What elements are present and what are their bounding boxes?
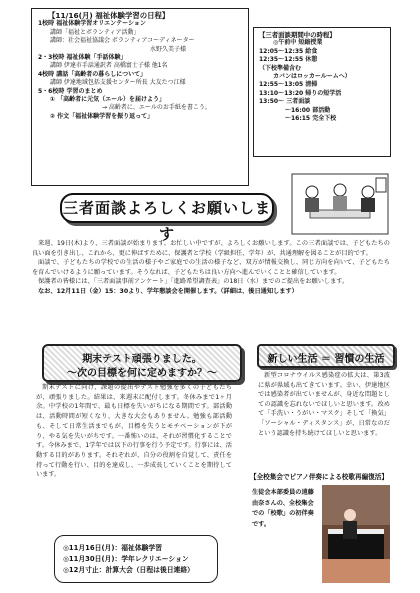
photo-text: 生徒会本部委員の遠藤由奈さんの、全校集会での「校歌」の初伴奏です。: [252, 489, 314, 528]
newlife-text: 新型コロナウイルス感染症の拡大は、第3波に県が県域も出てきています。幸い、伊達地区では感染者が出ていませんが、身近な問題としての認識を忘れないでほしいと思います。改めて「手洗い・うがい・マスク」そして「換気」「ソーシャル・ディスタンス」が、日常なのだという認識を持ち続けてほしいと思います。: [258, 372, 390, 437]
exam-events-box: [54, 535, 218, 583]
schedule-line: ② 作文「福祉体験学習を振り返って」: [50, 112, 154, 120]
timetable-line: カバンはロッカールームへ）: [273, 73, 351, 81]
schedule-line: 講師：社会福祉協議会 ボランティアコーディネーター: [50, 37, 195, 45]
exam-text: 期末テストに向け、課題の提出やテスト勉強を多くの子どもたちが、頑張りました。結果は、来週末に配付します。冬休みまで1ヶ月余。中学校の1年間で、最も日標を失いがちになる期間です。部活動は、活動時間が短くなり、大きな大会もありません。勉強も部活動も、そして日常生活までもが、目標を失うとモチベーションが下がり、やる気を失いがちです。一番怖いのは、それが習慣化することです。今休みまで、1学年では以下の行事を行う予定です。行事には、活動する目的があります。それぞれが、自分の役割を自覚して、責任を持って行動を行い、目的を達成し、一歩成長していくことを期待しています。: [36, 384, 232, 479]
schedule-line: 2・3校時 福祉体験「手話体験」: [38, 54, 127, 62]
timetable-box: [253, 27, 391, 157]
timetable-line: ～16:15 完全下校: [285, 115, 337, 123]
timetable-line: 12:05～12:35 給食: [259, 47, 318, 55]
schedule-line: → 高齢者に、エールのお手紙を書こう。: [102, 104, 211, 112]
timetable-line: 13:10～13:20 帰りの短学活: [259, 89, 342, 97]
schedule-line: 講師 伊達市手話通訳者 高橋富士子様 他1名: [50, 62, 168, 70]
meeting-paragraph: なお、12月11日（金）15：30より、学年懇談会を開催します。（詳細は、後日通知します）: [38, 287, 298, 295]
meeting-paragraph: 来週、19日(木)より、三者面談が始まります。お忙しい中ですが、よろしくお願いします。この三者面談では、子どもたちの良い面を引き出し、これから、更に伸ばすために、保護者と学校（学級担任、学年）が、共通理解を図ることが目的です。: [32, 240, 390, 257]
timetable-line: 13:50～ 三者面談: [259, 98, 311, 106]
schedule-line: 4校時 講話「高齢者の暮らしについて」: [38, 70, 147, 78]
timetable-line: 12:35～12:55 休憩: [259, 56, 318, 64]
timetable-line: （下校準備含む: [259, 64, 302, 72]
schedule-box: [31, 8, 249, 186]
exam-event: ◎11月16日(月)：福祉体験学習: [63, 544, 163, 552]
schedule-line: 講師 伊達地域包括支援センター所長 大友たつ江様: [50, 79, 186, 87]
exam-title-box: [42, 344, 242, 382]
schedule-title: 【11/16(月) 福祉体験学習の日程】: [48, 11, 170, 20]
exam-title-line2: ～次の目標を何に定めますか？～: [67, 368, 217, 379]
newlife-title-box: [257, 344, 395, 368]
schedule-line: ① 「高齢者に元気（エール）を届けよう」: [50, 96, 166, 104]
meeting-illustration: [290, 172, 390, 236]
exam-title-line1: 期末テスト頑張りました。: [82, 354, 202, 365]
piano-photo: [322, 485, 390, 583]
photo-caption: 【全校集会でピアノ伴奏による校歌再編復活】: [250, 473, 388, 481]
timetable-line: 12:55～13:05 清掃: [259, 81, 318, 89]
meeting-text: [32, 239, 390, 297]
schedule-line: 1校時 福祉体験学習オリエンテーション: [38, 20, 146, 28]
schedule-line: 講師「福祉とボランティア活動」: [50, 28, 140, 36]
meeting-paragraph: 面談で、子どもたちの学校での生活の様子やご家庭での生活の様子など、双方が情報交換し、同じ方向を向いて、子どもたちを育んでいけるように願っています。そうなれば、子どもたちは良い方向へ進んでいくことと確信しています。: [32, 259, 390, 276]
exam-event: ◎11月30日(月)：学年レクリエーション: [63, 555, 189, 563]
newlife-title: 新しい生活 ＝ 習慣の生活: [267, 354, 385, 365]
timetable-line: ◎午前中 短縮授業: [273, 39, 323, 47]
exam-event: ◎12月寸止：計算大会（日程は後日連絡）: [63, 566, 194, 574]
schedule-line: 5・6校時 学習のまとめ: [38, 87, 103, 95]
meeting-paragraph: 保護者の皆様には、「三者面談事前アンケート」「進路希望調査表」の18日（水）までのご提出をお願いします。: [38, 278, 349, 286]
meeting-banner: 三者面談よろしくお願いします: [60, 193, 274, 223]
timetable-title: 【三者面談期間中の時程】: [259, 31, 336, 39]
timetable-line: ～16:00 部活動: [285, 106, 331, 114]
schedule-line: 水野久美子様: [150, 45, 187, 53]
